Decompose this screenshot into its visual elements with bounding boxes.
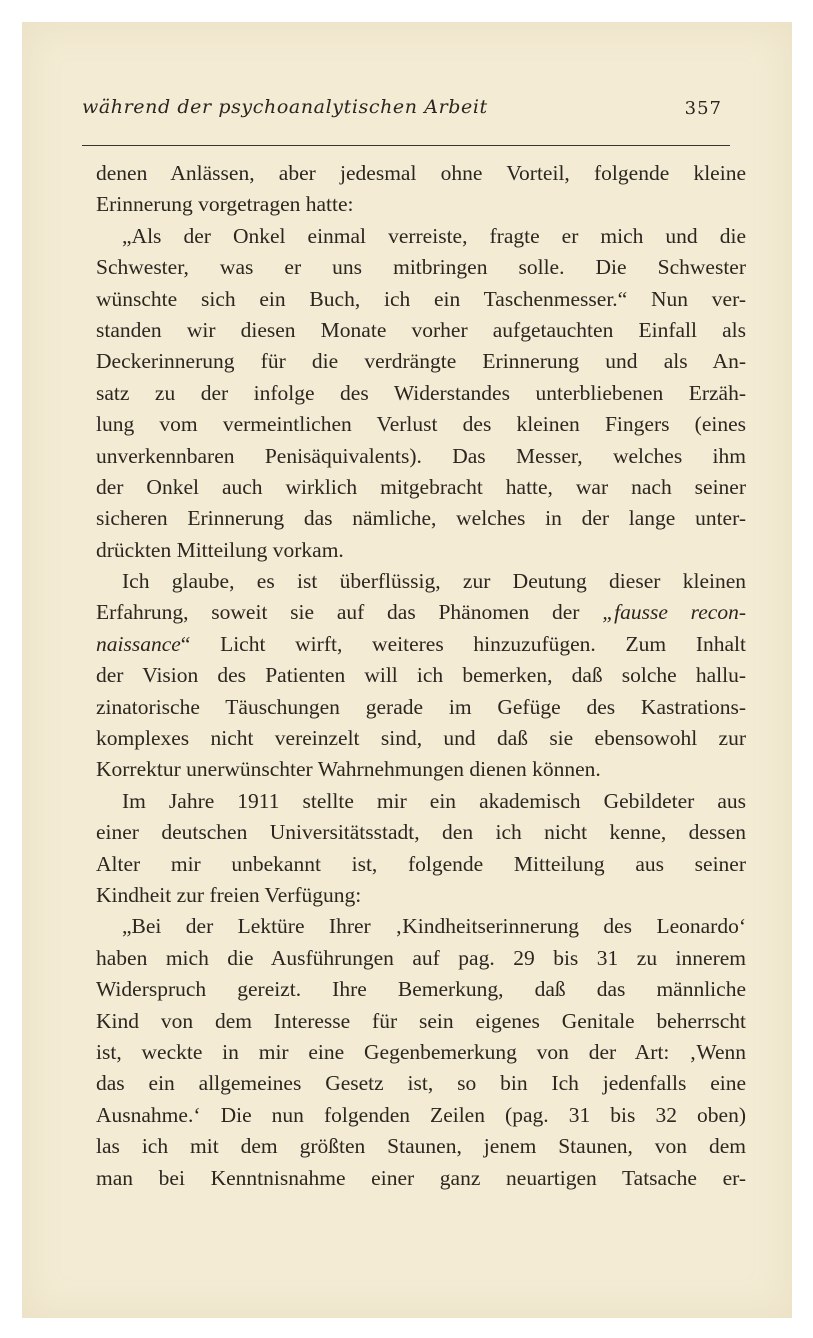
text-line: lung vom vermeintlichen Verlust des kleinen Fingers (eines xyxy=(96,412,746,437)
running-title: während der psychoanalytischen Arbeit xyxy=(82,96,488,118)
text-line: Schwester, was er uns mitbringen solle. Die Schwester xyxy=(96,255,746,280)
text-line: sicheren Erinnerung das nämliche, welches in der lange unter- xyxy=(96,506,746,531)
text-line: der Vision des Patienten will ich bemerken, daß solche hallu- xyxy=(96,663,746,688)
book-page xyxy=(22,22,792,1318)
text-line: satz zu der infolge des Widerstandes unterbliebenen Erzäh- xyxy=(96,380,746,405)
paragraph-4 xyxy=(96,786,746,912)
text-line: las ich mit dem größten Staunen, jenem Staunen, von dem xyxy=(96,1134,746,1159)
paragraph-3 xyxy=(96,566,746,786)
text-line xyxy=(96,597,746,628)
text-line: der Onkel auch wirklich mitgebracht hatte, war nach seiner xyxy=(96,474,746,499)
text-line: „Als der Onkel einmal verreiste, fragte er mich und die xyxy=(122,223,746,248)
paragraph-1 xyxy=(96,158,746,221)
text-line: Kind von dem Interesse für sein eigenes Genitale beherrscht xyxy=(96,1008,746,1033)
paragraph-5 xyxy=(96,911,746,1194)
text-line: zinatorische Täuschungen gerade im Gefüge des Kastrations- xyxy=(96,694,746,719)
text-line: drückten Mitteilung vorkam. xyxy=(96,537,344,562)
text-line: Korrektur unerwünschter Wahrnehmungen dienen können. xyxy=(96,757,601,782)
text-line: Ich glaube, es ist überflüssig, zur Deutung dieser kleinen xyxy=(122,569,746,594)
text-line: unverkennbaren Penisäquivalents). Das Messer, welches ihm xyxy=(96,443,746,468)
text-line: komplexes nicht vereinzelt sind, und daß sie ebensowohl zur xyxy=(96,726,746,751)
body-text xyxy=(96,158,746,1194)
text-fragment: “ Licht wirft, weiteres hinzuzufügen. Zum Inhalt xyxy=(180,631,746,656)
italic-term: naissance xyxy=(96,631,181,656)
text-line: „Bei der Lektüre Ihrer ‚Kindheitserinnerung des Leonardo‘ xyxy=(122,914,746,939)
running-head xyxy=(82,94,732,132)
text-line: standen wir diesen Monate vorher aufgetauchten Einfall als xyxy=(96,317,746,342)
text-line: ist, weckte in mir eine Gegenbemerkung von der Art: ‚Wenn xyxy=(96,1039,746,1064)
text-line: Widerspruch gereizt. Ihre Bemerkung, daß das männliche xyxy=(96,977,746,1002)
text-fragment: Erfahrung, soweit sie auf das Phänomen der xyxy=(96,600,603,625)
paragraph-2 xyxy=(96,221,746,566)
text-line: einer deutschen Universitätsstadt, den ich nicht kenne, dessen xyxy=(96,820,746,845)
text-line: man bei Kenntnisnahme einer ganz neuartigen Tatsache er- xyxy=(96,1165,746,1190)
text-line: Im Jahre 1911 stellte mir ein akademisch Gebildeter aus xyxy=(122,788,746,813)
text-line: Deckerinnerung für die verdrängte Erinnerung und als An- xyxy=(96,349,746,374)
page-number: 357 xyxy=(684,98,722,119)
text-line xyxy=(96,629,746,660)
text-line: wünschte sich ein Buch, ich ein Taschenmesser.“ Nun ver- xyxy=(96,286,746,311)
text-line: Erinnerung vorgetragen hatte: xyxy=(96,192,354,217)
header-rule xyxy=(82,145,730,146)
text-line: denen Anlässen, aber jedesmal ohne Vorteil, folgende kleine xyxy=(96,161,746,185)
italic-term: „fausse recon- xyxy=(602,600,746,625)
text-line: haben mich die Ausführungen auf pag. 29 bis 31 zu innerem xyxy=(96,945,746,970)
text-line: Alter mir unbekannt ist, folgende Mitteilung aus seiner xyxy=(96,851,746,876)
text-line: das ein allgemeines Gesetz ist, so bin Ich jedenfalls eine xyxy=(96,1071,746,1096)
text-line: Kindheit zur freien Verfügung: xyxy=(96,882,362,907)
text-line: Ausnahme.‘ Die nun folgenden Zeilen (pag. 31 bis 32 oben) xyxy=(96,1102,746,1127)
